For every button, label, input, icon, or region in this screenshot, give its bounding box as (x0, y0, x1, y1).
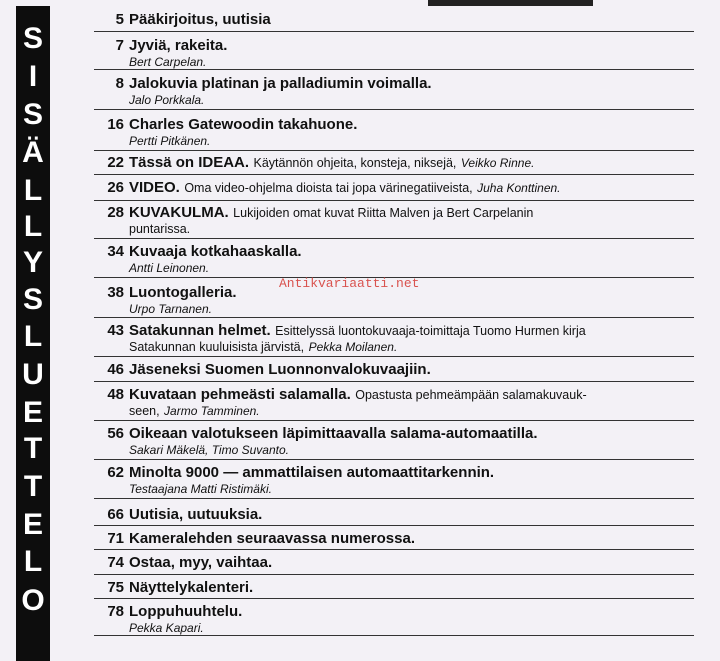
page-number: 66 (107, 506, 124, 523)
divider (94, 174, 694, 175)
page-number: 8 (115, 75, 124, 92)
page-number: 38 (107, 284, 124, 301)
divider (94, 356, 694, 357)
divider (94, 238, 694, 239)
vertical-title-bar (16, 6, 50, 661)
entry-title: Jäseneksi Suomen Luonnonvalokuvaajiin. (129, 361, 431, 378)
entry-description: Oma video-ohjelma dioista tai jopa värinegatiiveista, (184, 181, 473, 195)
toc-entry (94, 385, 694, 421)
divider (94, 525, 694, 526)
entry-title: Kuvataan pehmeästi salamalla. (129, 386, 351, 403)
page-number: 26 (107, 179, 124, 196)
watermark-text: Antikvariaatti.net (279, 276, 420, 291)
entry-author: Veikko Rinne. (460, 156, 535, 170)
entry-description-cont: seen, (129, 404, 160, 418)
toc-entry (94, 578, 694, 599)
divider (94, 150, 694, 151)
entry-author: Urpo Tarnanen. (129, 302, 212, 316)
divider (94, 200, 694, 201)
entry-title: Kameralehden seuraavassa numerossa. (129, 530, 415, 547)
page-number: 62 (107, 464, 124, 481)
toc-entry (94, 242, 694, 278)
entry-author: Juha Konttinen. (477, 181, 561, 195)
entry-description-cont: puntarissa. (129, 222, 191, 236)
page-number: 74 (107, 554, 124, 571)
entry-title: Loppuhuuhtelu. (129, 603, 243, 620)
toc-entry (94, 505, 694, 526)
title-letter: E (22, 508, 43, 541)
entry-description-cont: Satakunnan kuuluisista järvistä, (129, 340, 305, 354)
entry-author: Sakari Mäkelä, Timo Suvanto. (129, 443, 289, 457)
toc-entry (94, 74, 694, 110)
page-number: 34 (107, 243, 124, 260)
entry-author: Antti Leinonen. (129, 261, 210, 275)
toc-entry (94, 203, 694, 239)
divider (94, 109, 694, 110)
entry-title: KUVAKULMA. (129, 204, 229, 221)
divider (94, 317, 694, 318)
title-letter: S (22, 22, 43, 55)
toc-entry (94, 178, 694, 201)
page-number: 48 (107, 386, 124, 403)
title-letter: L (23, 545, 43, 578)
toc-entry (94, 115, 694, 151)
divider (94, 31, 694, 32)
page-number: 28 (107, 204, 124, 221)
entry-title: Minolta 9000 — ammattilaisen automaattitarkennin. (129, 464, 495, 481)
entry-title: Tässä on IDEAA. (129, 154, 250, 171)
entry-author: Testaajana Matti Ristimäki. (129, 482, 272, 496)
entry-title: Jyviä, rakeita. (129, 37, 228, 54)
toc-entry (94, 360, 694, 382)
title-letter: S (22, 98, 43, 131)
entry-title: Uutisia, uutuuksia. (129, 506, 263, 523)
entry-title: VIDEO. (129, 179, 180, 196)
page-number: 75 (107, 579, 124, 596)
toc-entry (94, 529, 694, 550)
entry-author: Jalo Porkkala. (129, 93, 205, 107)
entry-author: Pekka Kapari. (129, 621, 204, 635)
title-letter: T (23, 470, 43, 503)
title-letter: O (21, 584, 45, 617)
toc-entry (94, 463, 694, 499)
entry-title: Satakunnan helmet. (129, 322, 271, 339)
title-letter: Y (22, 246, 43, 279)
page-number: 43 (107, 322, 124, 339)
entry-description: Esittelyssä luontokuvaaja-toimittaja Tuomo Hurmen kirja (275, 324, 586, 338)
toc-entry (94, 10, 694, 32)
entry-title: Pääkirjoitus, uutisia (129, 11, 271, 28)
entry-title: Luontogalleria. (129, 284, 237, 301)
title-letter: S (22, 283, 43, 316)
entry-title: Näyttelykalenteri. (129, 579, 254, 596)
title-letter: E (22, 396, 43, 429)
title-letter: L (23, 320, 43, 353)
title-letter: L (23, 174, 43, 207)
entry-description: Käytännön ohjeita, konsteja, niksejä, (253, 156, 457, 170)
page-number: 56 (107, 425, 124, 442)
toc-entry (94, 153, 694, 175)
toc-entry (94, 321, 694, 357)
entry-title: Kuvaaja kotkahaaskalla. (129, 243, 302, 260)
title-letter: T (23, 432, 43, 465)
divider (94, 69, 694, 70)
toc-entry (94, 36, 694, 70)
page-number: 16 (107, 116, 124, 133)
entry-description: Lukijoiden omat kuvat Riitta Malven ja Bert Carpelanin (233, 206, 534, 220)
divider (94, 635, 694, 636)
entry-title: Oikeaan valotukseen läpimittaavalla salama-automaatilla. (129, 425, 538, 442)
divider (94, 420, 694, 421)
page-number: 5 (115, 11, 124, 28)
divider (94, 498, 694, 499)
toc-entry (94, 602, 694, 636)
entry-title: Ostaa, myy, vaihtaa. (129, 554, 273, 571)
page-number: 22 (107, 154, 124, 171)
entry-author: Pekka Moilanen. (308, 340, 398, 354)
entry-title: Jalokuvia platinan ja palladiumin voimalla. (129, 75, 432, 92)
title-letter: U (22, 358, 44, 391)
top-decoration (428, 0, 593, 6)
title-letter: Ä (22, 136, 44, 169)
divider (94, 381, 694, 382)
page-number: 7 (115, 37, 124, 54)
divider (94, 574, 694, 575)
divider (94, 459, 694, 460)
entry-title: Charles Gatewoodin takahuone. (129, 116, 358, 133)
page-number: 78 (107, 603, 124, 620)
toc-entry (94, 424, 694, 460)
divider (94, 549, 694, 550)
page-number: 71 (107, 530, 124, 547)
page-number: 46 (107, 361, 124, 378)
divider (94, 598, 694, 599)
entry-author: Pertti Pitkänen. (129, 134, 211, 148)
title-letter: I (28, 60, 38, 93)
entry-description: Opastusta pehmeämpään salamakuvauk- (355, 388, 587, 402)
title-letter: L (23, 210, 43, 243)
entry-author: Bert Carpelan. (129, 55, 207, 69)
toc-entry (94, 553, 694, 575)
entry-author: Jarmo Tamminen. (164, 404, 260, 418)
